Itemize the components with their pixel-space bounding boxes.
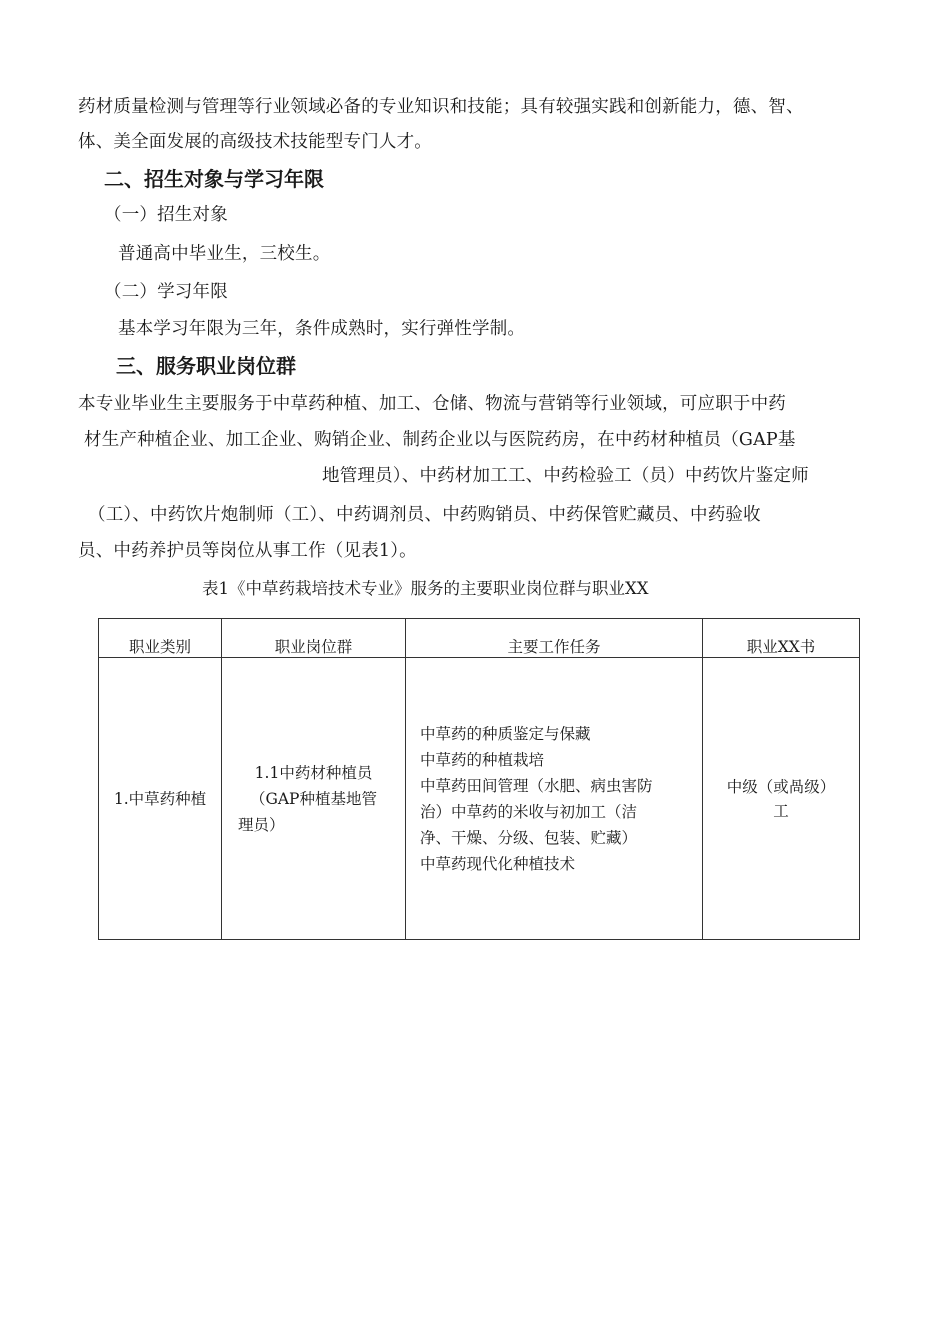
subheading-study-duration: （二）学习年限 [104, 282, 228, 302]
job-group-line: 1.1中药材种植员 [254, 763, 373, 782]
career-table [98, 618, 860, 940]
header-main-tasks: 主要工作任务 [406, 619, 703, 658]
task-line: 净、干燥、分级、包装、贮藏） [420, 828, 638, 847]
intro-line-2: 体、美全面发展的高级技术技能型专门人才。 [78, 132, 432, 152]
table-row [99, 658, 860, 940]
career-para-line-2: 材生产种植企业、加工企业、购销企业、制药企业以与医院药房，在中药材种植员（GAP基 [84, 430, 796, 450]
job-group-line: （GAP种植基地管 [249, 789, 377, 808]
section-heading-career: 三、服务职业岗位群 [116, 354, 296, 378]
cell-job-group [222, 658, 406, 940]
intro-line-1: 药材质量检测与管理等行业领域必备的专业知识和技能；具有较强实践和创新能力，德、智、 [78, 97, 804, 117]
section-heading-enrollment: 二、招生对象与学习年限 [104, 167, 324, 191]
study-duration-text: 基本学习年限为三年，条件成熟时，实行弹性学制。 [118, 319, 526, 339]
career-para-line-3: 地管理员）、中药材加工工、中药检验工（员）中药饮片鉴定师 [322, 466, 809, 486]
career-para-line-1: 本专业毕业生主要服务于中草药种植、加工、仓储、物流与营销等行业领域，可应职于中药 [78, 394, 786, 414]
certificate-line: 中级（或咼级） [726, 777, 836, 796]
table-caption: 表1《中草药栽培技术专业》服务的主要职业岗位群与职业XX [202, 579, 649, 598]
cell-main-tasks [406, 658, 703, 940]
header-category: 职业类别 [99, 619, 222, 658]
certificate-line: 工 [773, 801, 789, 820]
task-line: 中草药的种植栽培 [420, 750, 545, 769]
job-group-line: 理员） [238, 815, 285, 834]
career-para-line-5: 员、中药养护员等岗位从事工作（见表1）。 [78, 541, 417, 561]
task-line: 中草药田间管理（水肥、病虫害防 [420, 776, 653, 795]
subheading-enrollment-target: （一）招生对象 [104, 205, 228, 225]
header-job-group: 职业岗位群 [222, 619, 406, 658]
cell-certificate [703, 658, 860, 940]
enrollment-target-text: 普通高中毕业生，三校生。 [118, 244, 331, 264]
task-line: 中草药的种质鉴定与保藏 [420, 724, 591, 743]
task-line: 治）中草药的米收与初加工（洁 [420, 802, 638, 821]
task-line: 中草药现代化种植技术 [420, 854, 576, 873]
career-para-line-4: （工）、中药饮片炮制师（工）、中药调剂员、中药购销员、中药保管贮藏员、中药验收 [88, 505, 761, 525]
cell-category: 1.中草药种植 [99, 658, 222, 940]
table-header-row [99, 619, 860, 658]
header-certificate: 职业XX书 [703, 619, 860, 658]
